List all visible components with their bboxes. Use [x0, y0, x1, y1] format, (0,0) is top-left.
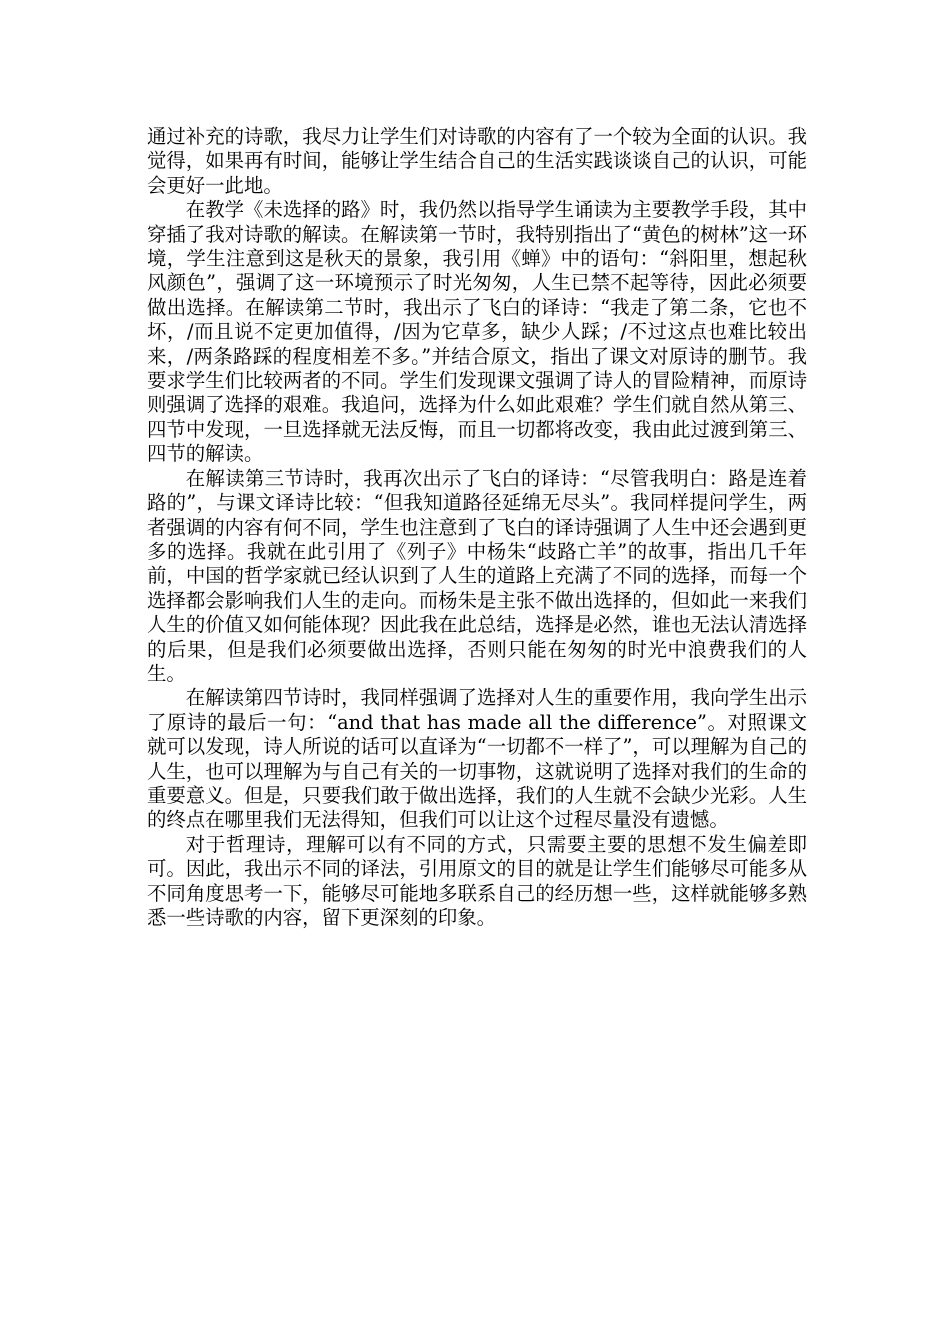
paragraph-5: 对于哲理诗，理解可以有不同的方式，只需要主要的思想不发生偏差即可。因此，我出示不同的译法，引用原文的目的就是让学生们能够尽可能多从不同角度思考一下，能够尽可能地多联系自己的经历想一些，这样就能够多熟悉一些诗歌的内容，留下更深刻的印象。 — [147, 832, 807, 929]
document-body — [147, 125, 807, 930]
paragraph-3: 在解读第三节诗时，我再次出示了飞白的译诗：“尽管我明白：路是连着路的”，与课文译诗比较：“但我知道路径延绵无尽头”。我同样提问学生，两者强调的内容有何不同，学生也注意到了飞白的译诗强调了人生中还会遇到更多的选择。我就在此引用了《列子》中杨朱“歧路亡羊”的故事，指出几千年前，中国的哲学家就已经认识到了人生的道路上充满了不同的选择，而每一个选择都会影响我们人生的走向。而杨朱是主张不做出选择的，但如此一来我们人生的价值又如何能体现？因此我在此总结，选择是必然，谁也无法认清选择的后果，但是我们必须要做出选择，否则只能在匆匆的时光中浪费我们的人生。 — [147, 466, 807, 685]
paragraph-1: 通过补充的诗歌，我尽力让学生们对诗歌的内容有了一个较为全面的认识。我觉得，如果再有时间，能够让学生结合自己的生活实践谈谈自己的认识，可能会更好一此地。 — [147, 125, 807, 197]
paragraph-4: 在解读第四节诗时，我同样强调了选择对人生的重要作用，我向学生出示了原诗的最后一句：“and that has made all the difference”。对照课文就可以发现，诗人所说的话可以直译为“一切都不一样了”，可以理解为自己的人生，也可以理解为与自己有关的一切事物，这就说明了选择对我们的生命的重要意义。但是，只要我们敢于做出选择，我们的人生就不会缺少光彩。人生的终点在哪里我们无法得知，但我们可以让这个过程尽量没有遗憾。 — [147, 686, 807, 832]
paragraph-2: 在教学《未选择的路》时，我仍然以指导学生诵读为主要教学手段，其中穿插了我对诗歌的解读。在解读第一节时，我特别指出了“黄色的树林”这一环境，学生注意到这是秋天的景象，我引用《蝉》中的语句：“斜阳里，想起秋风颜色”，强调了这一环境预示了时光匆匆，人生已禁不起等待，因此必须要做出选择。在解读第二节时，我出示了飞白的译诗：“我走了第二条，它也不坏，/而且说不定更加值得，/因为它草多，缺少人踩；/不过这点也难比较出来，/两条路踩的程度相差不多。”并结合原文，指出了课文对原诗的删节。我要求学生们比较两者的不同。学生们发现课文强调了诗人的冒险精神，而原诗则强调了选择的艰难。我追问，选择为什么如此艰难？学生们就自然从第三、四节中发现，一旦选择就无法反悔，而且一切都将改变，我由此过渡到第三、四节的解读。 — [147, 198, 807, 466]
